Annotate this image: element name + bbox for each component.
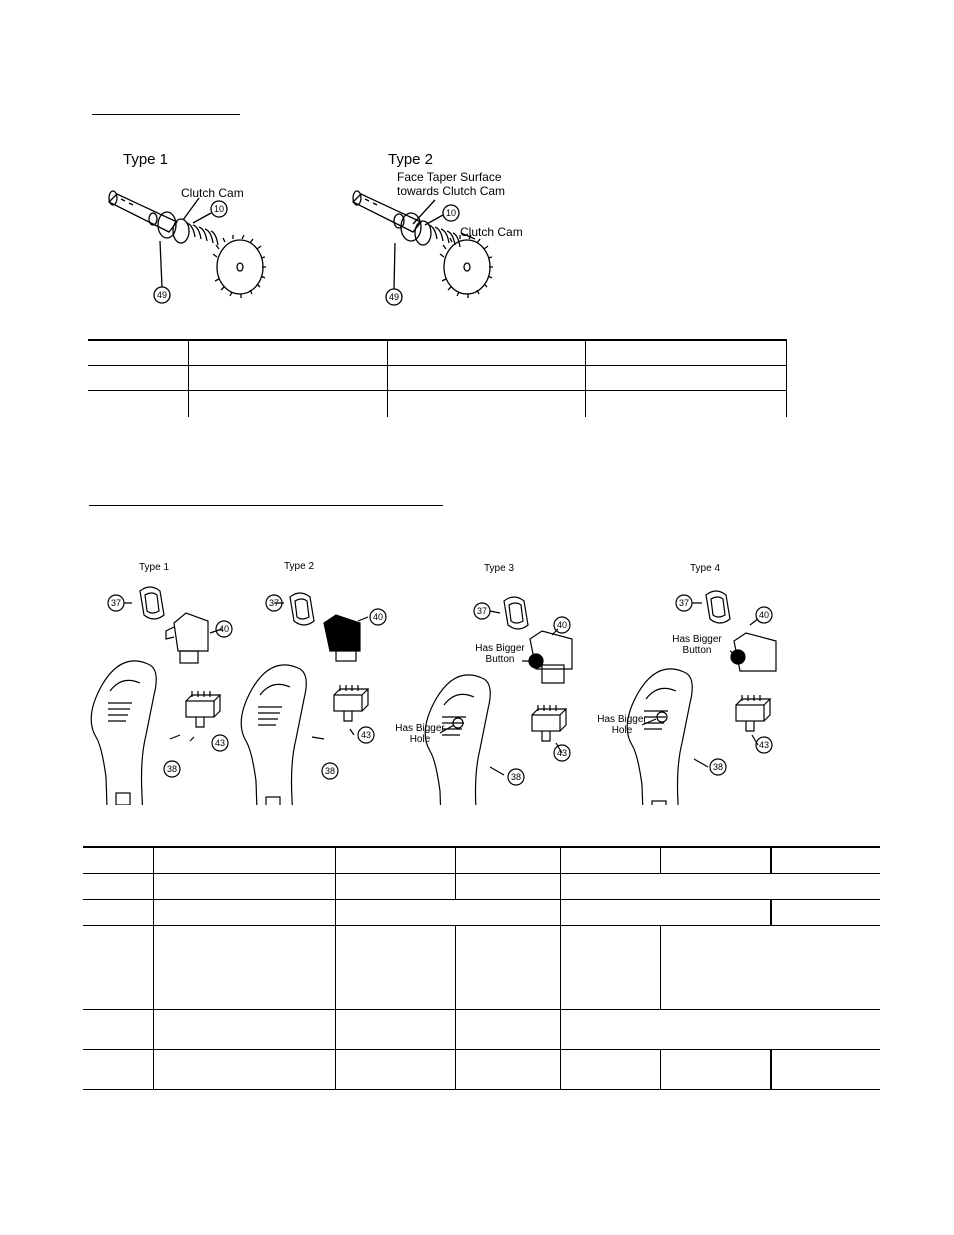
- type2-label: Type 2: [388, 151, 434, 168]
- table-cell: [387, 340, 586, 365]
- type2-label-handles: Type 2: [284, 561, 315, 572]
- table-cell: [153, 925, 335, 1009]
- type2-switch: [334, 685, 368, 721]
- table-cell: [189, 390, 388, 417]
- callout-40: 40: [556, 620, 568, 630]
- handle-switch-table: [83, 846, 880, 1090]
- table-cell: [336, 899, 561, 925]
- type3-ring-part: [504, 597, 528, 629]
- table-cell: [189, 340, 388, 365]
- callout-43: 43: [360, 730, 372, 740]
- callout-43: 43: [556, 748, 568, 758]
- type1-ring-part: [140, 587, 164, 619]
- handle-switch-figure: [90, 555, 790, 805]
- bigger-button-type4-line2: Button: [682, 645, 712, 656]
- type3-handle: [425, 675, 490, 805]
- table-cell: [561, 873, 880, 899]
- clutch-cam-figure: [95, 145, 565, 315]
- type4-handle: [627, 669, 692, 805]
- table-cell: [586, 340, 787, 365]
- table-cell: [771, 899, 880, 925]
- type2-ring-part: [290, 593, 314, 625]
- table-cell: [561, 847, 661, 873]
- table-cell: [153, 899, 335, 925]
- table-cell: [561, 1009, 880, 1049]
- table-cell: [153, 873, 335, 899]
- callout-40: 40: [372, 612, 384, 622]
- table-cell: [660, 1049, 771, 1089]
- type1-trigger-part: [166, 613, 208, 663]
- bigger-hole-type3-line2: Hole: [409, 734, 431, 745]
- callout-38: 38: [324, 766, 336, 776]
- table-cell: [153, 1049, 335, 1089]
- face-taper-label-line2: towards Clutch Cam: [397, 184, 506, 198]
- table-cell: [387, 390, 586, 417]
- type2-trigger-part: [324, 615, 360, 661]
- bigger-button-type4-line1: Has Bigger: [672, 634, 722, 645]
- callout-10-type1: 10: [213, 204, 225, 214]
- table-cell: [336, 1049, 456, 1089]
- callout-37: 37: [678, 598, 690, 608]
- table-cell: [83, 847, 153, 873]
- clutch-cam-label-type2: Clutch Cam: [460, 225, 523, 239]
- bigger-hole-type3-line1: Has Bigger: [395, 723, 445, 734]
- table-cell: [336, 925, 456, 1009]
- callout-37: 37: [268, 598, 280, 608]
- table-cell: [455, 847, 561, 873]
- table-cell: [660, 847, 771, 873]
- callout-10-type2: 10: [445, 208, 457, 218]
- callout-37: 37: [476, 606, 488, 616]
- callout-38: 38: [510, 772, 522, 782]
- type4-switch: [736, 695, 770, 731]
- table-cell: [83, 899, 153, 925]
- table-cell: [586, 390, 787, 417]
- clutch-cam-table: [88, 339, 787, 417]
- type3-switch: [532, 705, 566, 741]
- bigger-button-type3-line2: Button: [485, 654, 515, 665]
- callout-38: 38: [712, 762, 724, 772]
- bigger-button-type3-line1: Has Bigger: [475, 643, 525, 654]
- callout-40: 40: [218, 624, 230, 634]
- bigger-hole-type4-line1: Has Bigger: [597, 714, 647, 725]
- callout-40: 40: [758, 610, 770, 620]
- callout-38: 38: [166, 764, 178, 774]
- table-cell: [88, 340, 189, 365]
- table-cell: [771, 1049, 880, 1089]
- table-cell: [153, 847, 335, 873]
- type3-trigger-part: [529, 631, 572, 683]
- spindle-assembly-type1-drawing: [95, 145, 565, 315]
- table-cell: [455, 1049, 561, 1089]
- type4-ring-part: [706, 591, 730, 623]
- table-cell: [561, 899, 772, 925]
- table-cell: [83, 925, 153, 1009]
- table-cell: [586, 365, 787, 390]
- table-cell: [771, 847, 880, 873]
- table-cell: [88, 365, 189, 390]
- table-cell: [387, 365, 586, 390]
- face-taper-label-line1: Face Taper Surface: [397, 170, 502, 184]
- section1-heading-underline: [92, 114, 240, 115]
- callout-49-type1: 49: [156, 290, 168, 300]
- table-cell: [83, 873, 153, 899]
- handle-assembly-drawings: [90, 555, 790, 805]
- table-cell: [561, 1049, 661, 1089]
- callout-49-type2: 49: [388, 292, 400, 302]
- table-cell: [189, 365, 388, 390]
- table-cell: [660, 925, 880, 1009]
- type1-label: Type 1: [123, 151, 169, 168]
- table-cell: [153, 1009, 335, 1049]
- table-cell: [336, 873, 456, 899]
- type4-label-handles: Type 4: [690, 563, 721, 574]
- type1-switch: [186, 691, 220, 727]
- callout-43: 43: [214, 738, 226, 748]
- type4-trigger-part: [731, 633, 776, 671]
- table-cell: [455, 873, 561, 899]
- clutch-cam-label-type1: Clutch Cam: [181, 186, 244, 200]
- table-cell: [455, 925, 561, 1009]
- table-cell: [83, 1049, 153, 1089]
- section2-heading-underline: [89, 505, 443, 506]
- table-cell: [83, 1009, 153, 1049]
- table-cell: [88, 390, 189, 417]
- bigger-hole-type4-line2: Hole: [611, 725, 633, 736]
- type1-label-handles: Type 1: [139, 562, 170, 573]
- type2-handle: [241, 665, 306, 805]
- callout-37: 37: [110, 598, 122, 608]
- table-cell: [561, 925, 661, 1009]
- table-cell: [455, 1009, 561, 1049]
- table-cell: [336, 1009, 456, 1049]
- type1-handle: [91, 661, 156, 805]
- table-cell: [336, 847, 456, 873]
- type3-label-handles: Type 3: [484, 563, 515, 574]
- callout-43: 43: [758, 740, 770, 750]
